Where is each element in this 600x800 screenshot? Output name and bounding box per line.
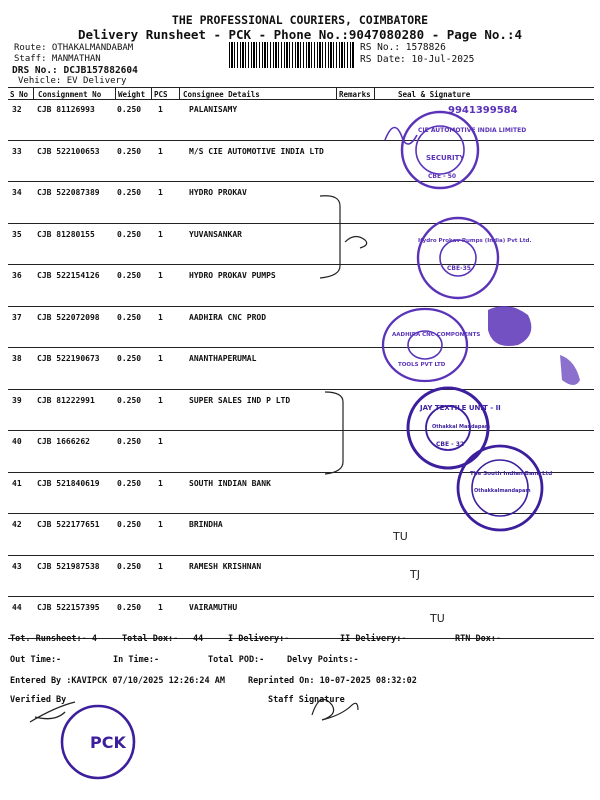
ii-delivery: II Delivery:- xyxy=(340,634,407,644)
jay-stamp-text: JAY TEXTILE UNIT - II xyxy=(420,404,501,412)
header-seal-signature: Seal & Signature xyxy=(398,90,471,99)
cell-consignee: AADHIRA CNC PROD xyxy=(189,312,267,322)
cell-consignee: ANANTHAPERUMAL xyxy=(189,354,257,363)
cell-pcs: 1 xyxy=(158,603,163,612)
vehicle-label: Vehicle: EV Delivery xyxy=(18,76,127,86)
hydro-stamp-text: Hydro Prokav Pumps (India) Pvt Ltd. xyxy=(418,238,532,244)
jay-stamp-code: CBE - 32 xyxy=(436,441,465,448)
cell-pcs: 1 xyxy=(158,188,163,197)
cell-consignee: HYDRO PROKAV PUMPS xyxy=(189,271,276,280)
hydro-stamp-code: CBE-35 xyxy=(447,265,471,272)
tot-runsheet: Tot. Runsheet:- 4 xyxy=(10,634,97,644)
bank-stamp-center: Othakkalmandapam xyxy=(474,488,531,494)
total-dox-value: 44 xyxy=(193,634,204,644)
jay-stamp-center: Othakkal Mandapam xyxy=(432,424,491,430)
rs-number: RS No.: 1578826 xyxy=(360,42,446,53)
header-remarks: Remarks xyxy=(339,90,371,99)
aadhira-stamp-text: AADHIRA CNC COMPONENTS xyxy=(392,332,481,338)
handwritten-tu-3: TU xyxy=(430,612,445,625)
header-pcs: PCS xyxy=(154,90,168,99)
cell-pcs: 1 xyxy=(158,520,163,529)
handwritten-phone: 9941399584 xyxy=(448,105,518,116)
cell-sno: 42 xyxy=(12,520,22,529)
runsheet-subtitle: Delivery Runsheet - PCK - Phone No.:9047080280 - Page No.:4 xyxy=(77,27,522,42)
cell-sno: 41 xyxy=(12,478,22,488)
delvy-points: Delvy Points:- xyxy=(287,655,359,665)
cell-consignee: YUVANSANKAR xyxy=(189,229,242,239)
in-time: In Time:- xyxy=(113,655,160,665)
handwritten-tu-2: TJ xyxy=(410,568,420,581)
cell-pcs: 1 xyxy=(158,437,163,446)
drs-number: DRS No.: DCJB157882604 xyxy=(12,65,138,76)
cell-weight: 0.250 xyxy=(117,354,142,363)
total-pod: Total POD:- xyxy=(208,655,265,665)
cell-pcs: 1 xyxy=(158,229,163,239)
company-title: THE PROFESSIONAL COURIERS, COIMBATORE xyxy=(171,13,429,27)
cell-consignee: HYDRO PROKAV xyxy=(189,188,247,197)
cell-pcs: 1 xyxy=(158,395,163,405)
bank-stamp-text: The South Indian Bank Ltd xyxy=(470,471,553,477)
out-time: Out Time:- xyxy=(10,655,62,665)
cie-stamp-center: SECURITY xyxy=(426,154,465,162)
cell-consignee: RAMESH KRISHNAN xyxy=(189,561,262,571)
header-consignment: Consignment No xyxy=(38,90,102,99)
verified-by: Verified By xyxy=(10,695,67,705)
cell-weight: 0.250 xyxy=(117,271,142,280)
cell-consignee: SOUTH INDIAN BANK xyxy=(189,478,271,488)
reprinted-on: Reprinted On: 10-07-2025 08:32:02 xyxy=(248,676,417,686)
i-delivery: I Delivery:- xyxy=(228,634,290,644)
cell-pcs: 1 xyxy=(158,312,163,322)
cell-sno: 36 xyxy=(12,271,22,280)
cell-consignment-no: CJB 522072098 xyxy=(37,312,100,322)
cell-pcs: 1 xyxy=(158,478,163,488)
cell-pcs: 1 xyxy=(158,354,163,363)
cell-consignment-no: CJB 522157395 xyxy=(37,603,100,612)
cell-sno: 35 xyxy=(12,229,22,239)
cell-consignment-no: CJB 1666262 xyxy=(37,437,90,446)
route-label: Route: OTHAKALMANDABAM xyxy=(14,43,134,53)
cell-sno: 44 xyxy=(12,603,22,612)
cell-weight: 0.250 xyxy=(117,478,142,488)
cell-consignment-no: CJB 521840619 xyxy=(37,478,100,488)
hydro-stamp xyxy=(418,218,498,298)
cell-sno: 40 xyxy=(12,437,22,446)
cell-sno: 38 xyxy=(12,354,22,363)
cell-weight: 0.250 xyxy=(117,229,142,239)
cell-consignee: SUPER SALES IND P LTD xyxy=(189,395,291,405)
cell-weight: 0.250 xyxy=(117,603,142,612)
cell-consignment-no: CJB 81222991 xyxy=(37,395,95,405)
cell-pcs: 1 xyxy=(158,271,163,280)
rs-date: RS Date: 10-Jul-2025 xyxy=(360,54,475,65)
cell-weight: 0.250 xyxy=(117,437,142,446)
header-consignee: Consignee Details xyxy=(183,90,260,99)
cell-consignment-no: CJB 522154126 xyxy=(37,271,100,280)
cell-weight: 0.250 xyxy=(117,312,142,322)
cell-pcs: 1 xyxy=(158,146,163,156)
cell-weight: 0.250 xyxy=(117,146,142,156)
cell-consignment-no: CJB 81126993 xyxy=(37,105,95,114)
cie-stamp-code: CBE - 50 xyxy=(428,173,457,180)
staff-signature: Staff Signature xyxy=(268,695,345,705)
header-sno: S No xyxy=(10,90,29,99)
total-dox-label: Total Dox:- xyxy=(122,634,179,644)
cell-weight: 0.250 xyxy=(117,395,142,405)
cell-sno: 33 xyxy=(12,146,22,156)
cell-sno: 39 xyxy=(12,395,22,405)
rtn-dox: RTN Dox:- xyxy=(455,634,502,644)
pck-stamp-text: PCK xyxy=(90,733,126,752)
handwritten-tu-1: TU xyxy=(393,530,408,543)
cell-consignment-no: CJB 81280155 xyxy=(37,229,95,239)
cell-pcs: 1 xyxy=(158,561,163,571)
cell-consignment-no: CJB 522100653 xyxy=(37,146,100,156)
cell-consignment-no: CJB 521987538 xyxy=(37,561,100,571)
entered-by: Entered By :KAVIPCK 07/10/2025 12:26:24 AM xyxy=(10,676,225,686)
cell-consignment-no: CJB 522177651 xyxy=(37,520,100,529)
staff-label: Staff: MANMATHAN xyxy=(14,54,101,64)
cell-consignment-no: CJB 522087389 xyxy=(37,188,100,197)
cell-weight: 0.250 xyxy=(117,188,142,197)
cell-weight: 0.250 xyxy=(117,561,142,571)
cell-sno: 34 xyxy=(12,188,22,197)
aadhira-stamp xyxy=(383,309,467,381)
cell-consignee: M/S CIE AUTOMOTIVE INDIA LTD xyxy=(189,146,324,156)
cell-sno: 43 xyxy=(12,561,22,571)
cell-sno: 37 xyxy=(12,312,22,322)
cell-consignment-no: CJB 522190673 xyxy=(37,354,100,363)
cell-consignee: BRINDHA xyxy=(189,520,223,529)
cell-consignee: VAIRAMUTHU xyxy=(189,603,238,612)
cell-consignee: PALANISAMY xyxy=(189,105,238,114)
cell-weight: 0.250 xyxy=(117,520,142,529)
cie-stamp-text: CIE AUTOMOTIVE INDIA LIMITED xyxy=(418,127,527,134)
cell-weight: 0.250 xyxy=(117,105,142,114)
aadhira-stamp-text-2: TOOLS PVT LTD xyxy=(398,362,446,368)
cell-sno: 32 xyxy=(12,105,22,114)
header-weight: Weight xyxy=(118,90,146,99)
cell-pcs: 1 xyxy=(158,105,163,114)
